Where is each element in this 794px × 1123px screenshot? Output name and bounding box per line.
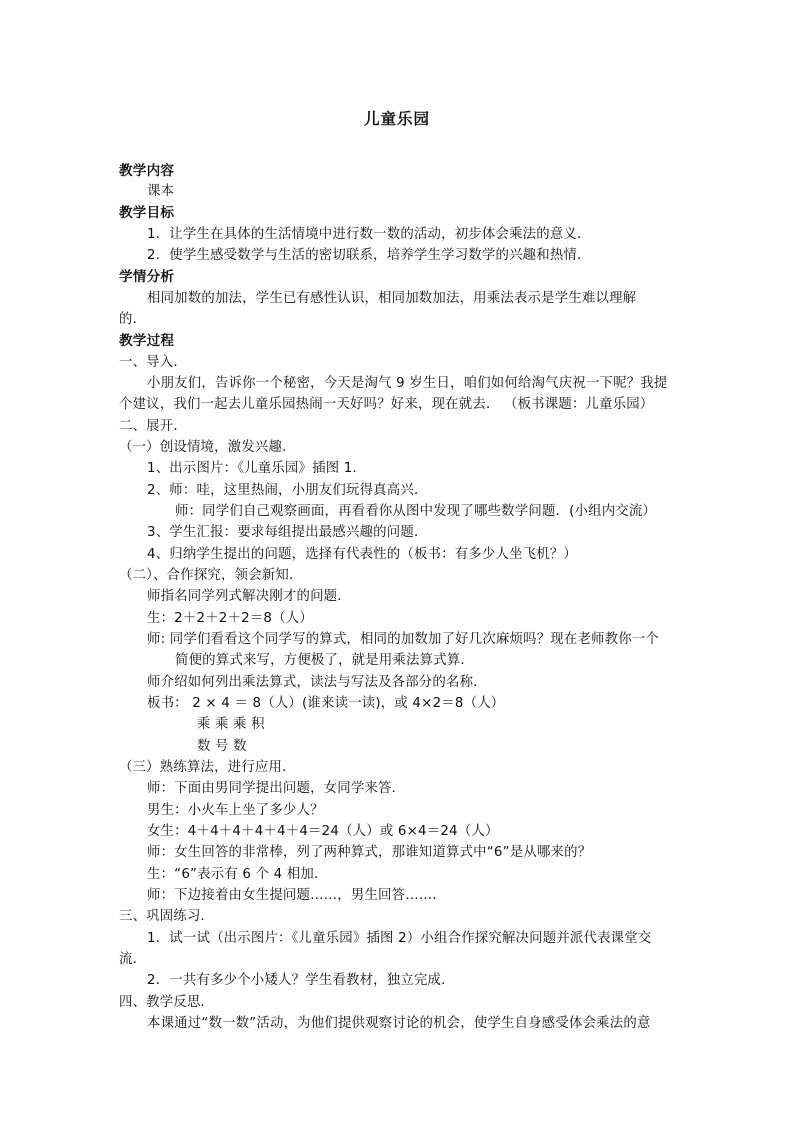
- sub3-teacher-2: 师：女生回答的非常棒，列了两种算式，那谁知道算式中“6”是从哪来的？: [147, 845, 592, 860]
- board-writing: 板书： 2 × 4 ＝ 8（人）(谁来读一读)，或 4×2＝8（人）: [147, 696, 505, 711]
- practice-1b: 流．: [119, 952, 147, 967]
- section-intro: 一、导入．: [119, 355, 187, 370]
- section-practice: 三、巩固练习．: [119, 909, 215, 924]
- board-labels-2: 数 号 数: [197, 739, 247, 754]
- board-labels-1: 乘 乘 乘 积: [197, 717, 265, 732]
- step-2-teacher: 师：同学们自己观察画面，再看看你从图中发现了哪些数学问题．(小组内交流）: [175, 504, 657, 519]
- heading-process: 教学过程: [119, 333, 175, 349]
- step-2: 2、师：哇，这里热闹，小朋友们玩得真高兴．: [147, 483, 428, 498]
- sub2-student: 生：2＋2＋2＋2＝8（人）: [147, 611, 313, 626]
- sub2-teacher-3: 师介绍如何列出乘法算式，读法与写法及各部分的名称．: [147, 675, 487, 690]
- subsection-2: （二）、合作探究，领会新知．: [119, 568, 303, 583]
- sub2-text-1: 师指名同学列式解决刚才的问题．: [147, 589, 351, 604]
- analysis-text-2: 的．: [119, 312, 147, 327]
- practice-1a: 1．试一试（出示图片：《儿童乐园》插图 2）小组合作探究解决问题并派代表课堂交: [147, 931, 652, 946]
- objective-2: 2．使学生感受数学与生活的密切联系，培养学生学习数学的兴趣和热情．: [147, 248, 591, 263]
- sub2-teacher-2: 简便的算式来写，方便极了，就是用乘法算式算．: [175, 653, 474, 668]
- intro-text-1: 小朋友们，告诉你一个秘密，今天是淘气 9 岁生日，咱们如何给淘气庆祝一下呢？我提: [147, 376, 668, 391]
- sub2-teacher-1: 师: 同学们看看这个同学写的算式，相同的加数加了好几次麻烦吗？现在老师教你一个: [147, 632, 660, 647]
- sub3-girl: 女生：4＋4＋4＋4＋4＋4＝24（人）或 6×4＝24（人）: [147, 824, 499, 839]
- section-reflection: 四、教学反思．: [119, 995, 215, 1010]
- objective-1: 1．让学生在具体的生活情境中进行数一数的活动，初步体会乘法的意义．: [147, 227, 591, 242]
- step-1: 1、出示图片：《儿童乐园》插图 1．: [147, 461, 367, 476]
- content-text: 课本: [147, 184, 175, 199]
- document-title: 儿童乐园: [363, 110, 430, 128]
- step-4: 4、归纳学生提出的问题，选择有代表性的（板书：有多少人坐飞机？）: [147, 547, 578, 562]
- sub3-student: 生：“6”表示有 6 个 4 相加．: [147, 867, 328, 882]
- intro-text-2: 个建议，我们一起去儿童乐园热闹一天好吗？好来，现在就去． （板书课题：儿童乐园）: [119, 397, 654, 412]
- analysis-text-1: 相同加数的加法，学生已有感性认识，相同加数加法，用乘法表示是学生难以理解: [147, 291, 637, 306]
- step-3: 3、学生汇报：要求每组提出最感兴趣的问题．: [147, 525, 428, 540]
- heading-content: 教学内容: [119, 163, 175, 179]
- sub3-teacher-3: 师：下边接着由女生提问题……，男生回答……．: [147, 888, 446, 903]
- heading-analysis: 学情分析: [119, 269, 175, 285]
- sub3-boy: 男生：小火车上坐了多少人？: [147, 803, 324, 818]
- subsection-1: （一）创设情境，激发兴趣．: [119, 440, 296, 455]
- sub3-teacher-1: 师：下面由男同学提出问题，女同学来答．: [147, 781, 406, 796]
- reflection-text: 本课通过“数一数”活动，为他们提供观察讨论的机会，使学生自身感受体会乘法的意: [147, 1016, 651, 1031]
- section-develop: 二、展开．: [119, 419, 187, 434]
- heading-objectives: 教学目标: [119, 205, 175, 221]
- subsection-3: （三）熟练算法，进行应用．: [119, 760, 296, 775]
- practice-2: 2．一共有多少个小矮人？学生看教材，独立完成．: [147, 973, 455, 988]
